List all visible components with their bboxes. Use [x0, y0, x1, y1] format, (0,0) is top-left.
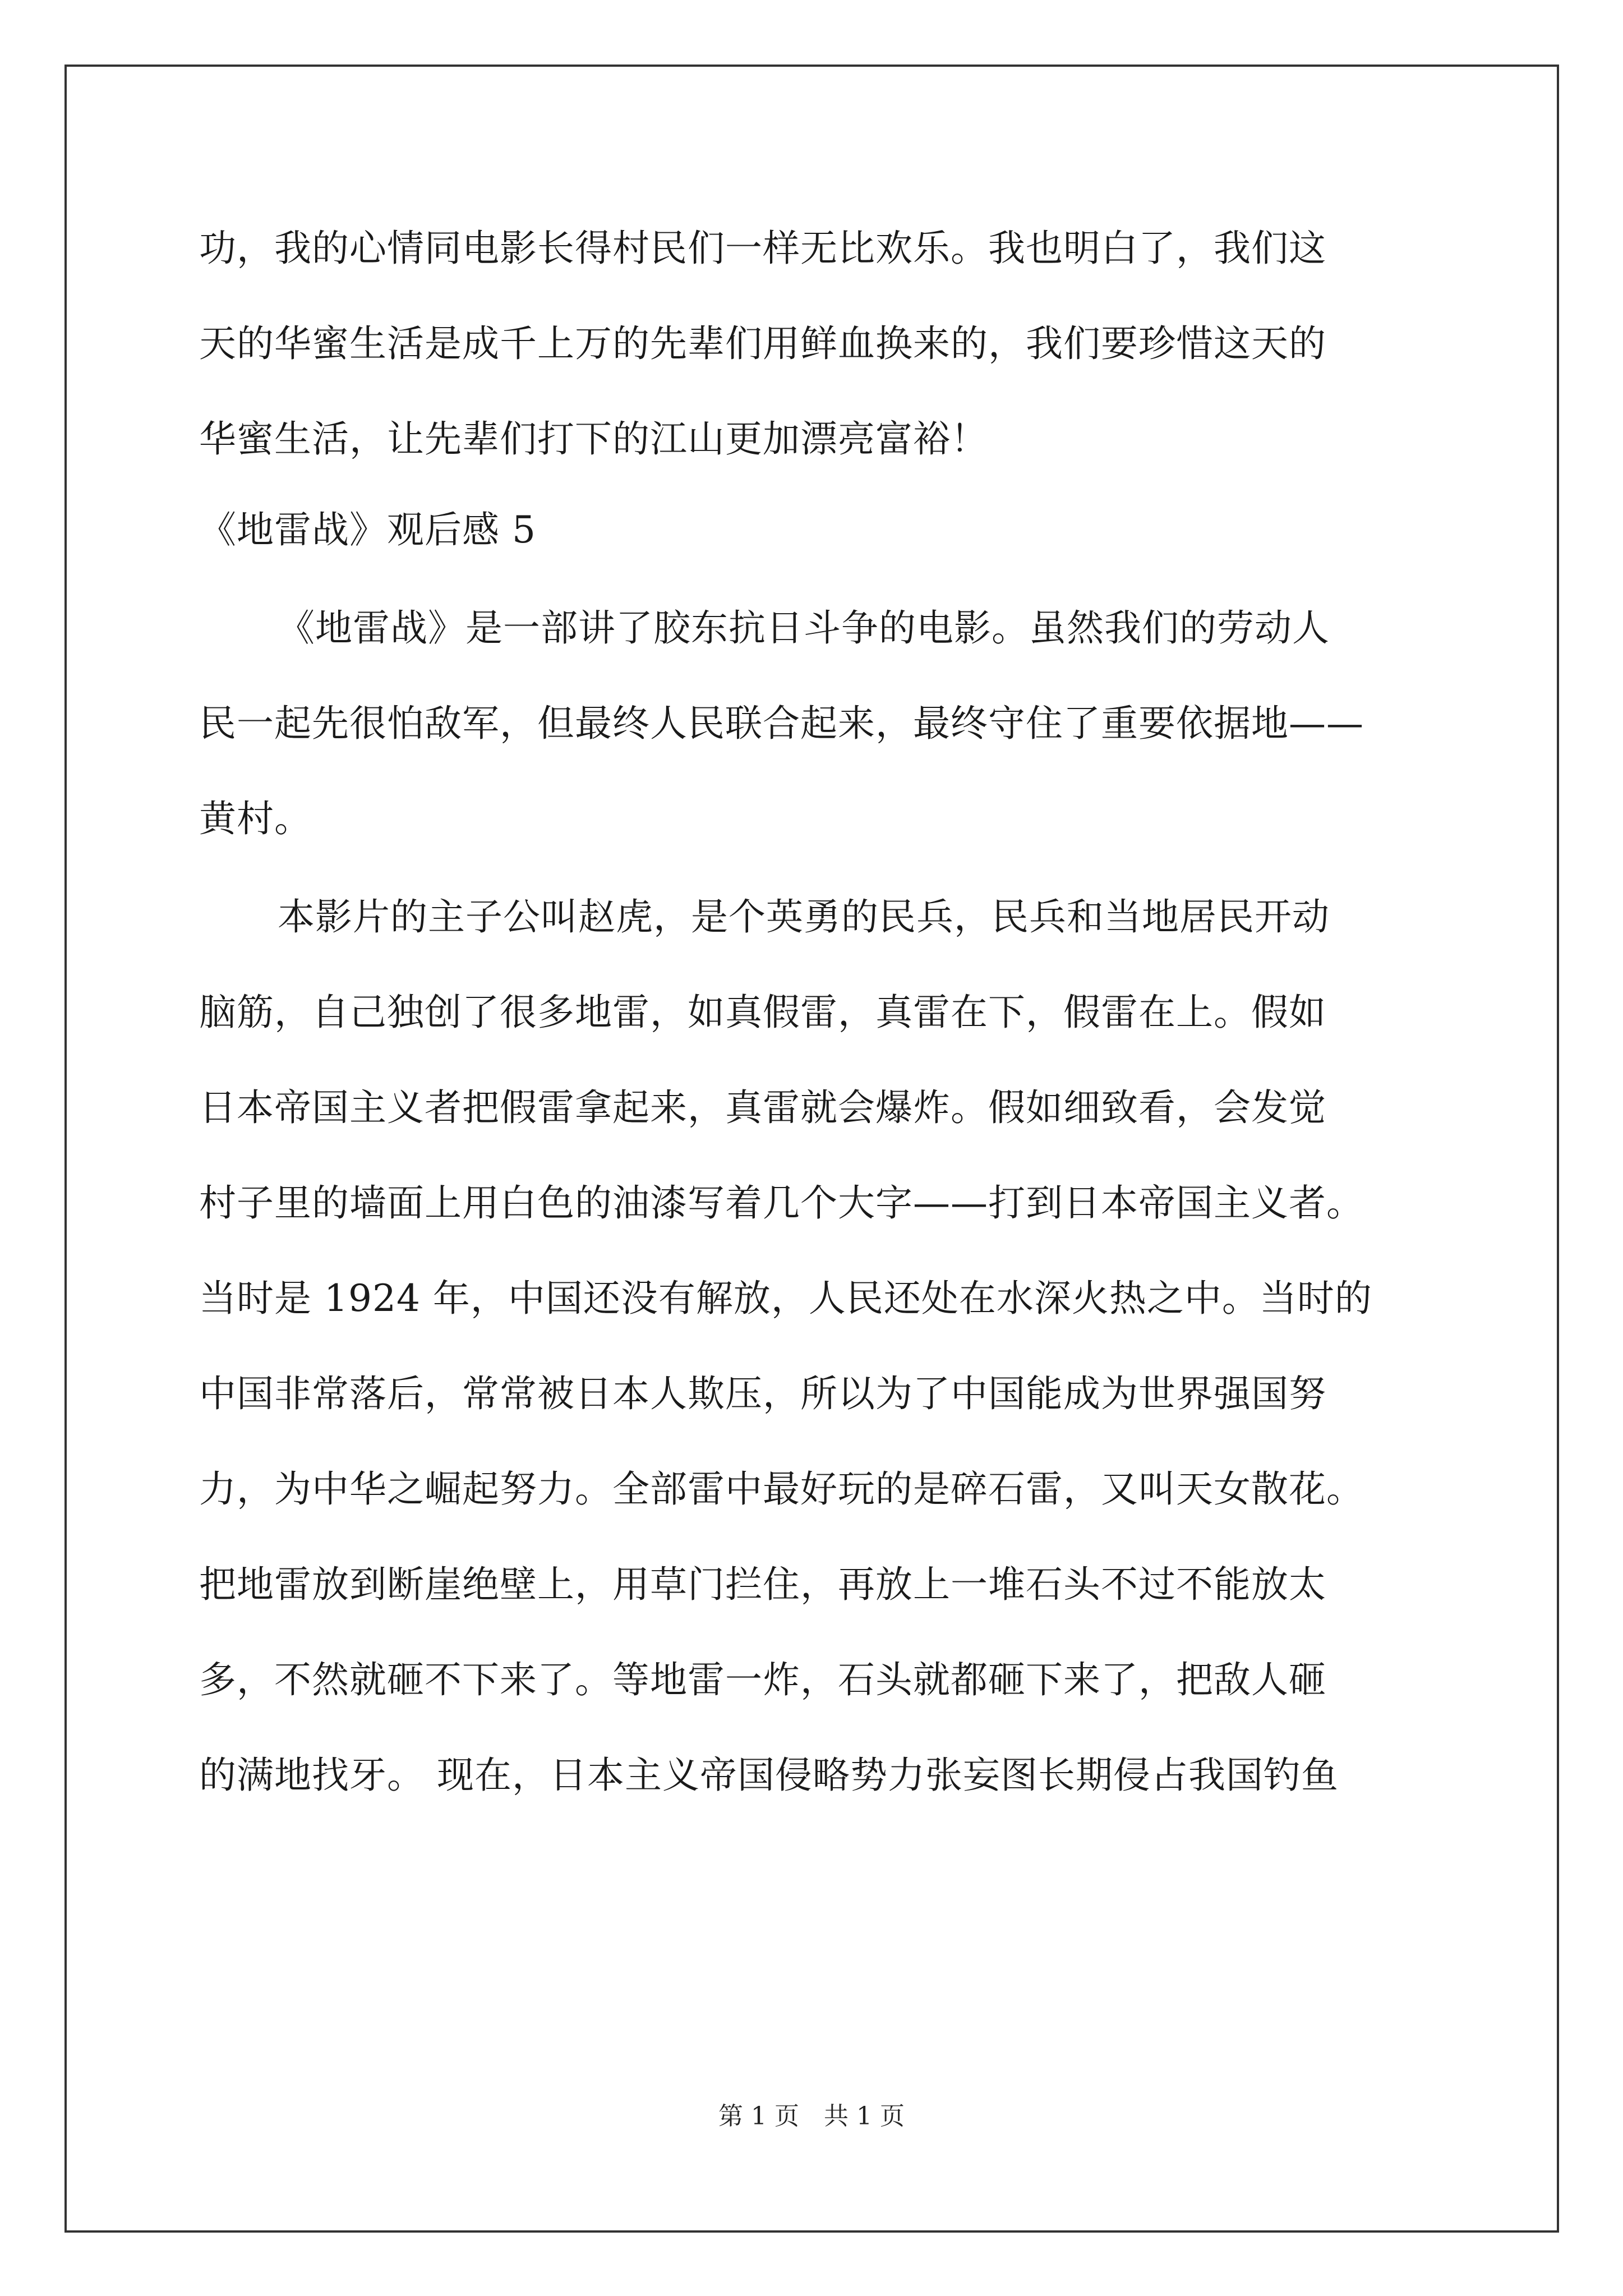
text-line: 多，不然就砸不下来了。等地雷一炸，石头就都砸下来了，把敌人砸: [199, 1658, 1326, 1701]
text-line: 功，我的心情同电影长得村民们一样无比欢乐。我也明白了，我们这: [199, 227, 1326, 270]
text-line: 日本帝国主义者把假雷拿起来，真雷就会爆炸。假如细致看，会发觉: [199, 1086, 1326, 1129]
text-line: 的满地找牙。 现在，日本主义帝国侵略势力张妄图长期侵占我国钓鱼: [199, 1754, 1339, 1797]
page-border: [64, 65, 1559, 2233]
text-line: 华蜜生活，让先辈们打下的江山更加漂亮富裕！: [199, 417, 988, 461]
text-line: 中国非常落后，常常被日本人欺压，所以为了中国能成为世界强国努: [199, 1372, 1326, 1415]
text-line: 脑筋，自己独创了很多地雷，如真假雷，真雷在下，假雷在上。假如: [199, 991, 1326, 1034]
text-line: 《地雷战》是一部讲了胶东抗日斗争的电影。虽然我们的劳动人: [278, 606, 1330, 650]
section-heading: 《地雷战》观后感 5: [199, 508, 536, 551]
text-line: 把地雷放到断崖绝壁上，用草门拦住，再放上一堆石头不过不能放太: [199, 1563, 1326, 1606]
text-line: 力，为中华之崛起努力。全部雷中最好玩的是碎石雷，又叫天女散花。: [199, 1467, 1364, 1511]
text-line: 本影片的主子公叫赵虎，是个英勇的民兵，民兵和当地居民开动: [278, 895, 1330, 938]
text-line: 黄村。: [199, 797, 312, 840]
page-footer: 第 1 页 共 1 页: [718, 2102, 905, 2131]
text-line: 民一起先很怕敌军，但最终人民联合起来，最终守住了重要依据地——: [199, 702, 1364, 745]
text-line: 村子里的墙面上用白色的油漆写着几个大字——打到日本帝国主义者。: [199, 1181, 1364, 1225]
text-line: 天的华蜜生活是成千上万的先辈们用鲜血换来的，我们要珍惜这天的: [199, 322, 1326, 365]
text-line: 当时是 1924 年，中国还没有解放，人民还处在水深火热之中。当时的: [199, 1277, 1372, 1320]
